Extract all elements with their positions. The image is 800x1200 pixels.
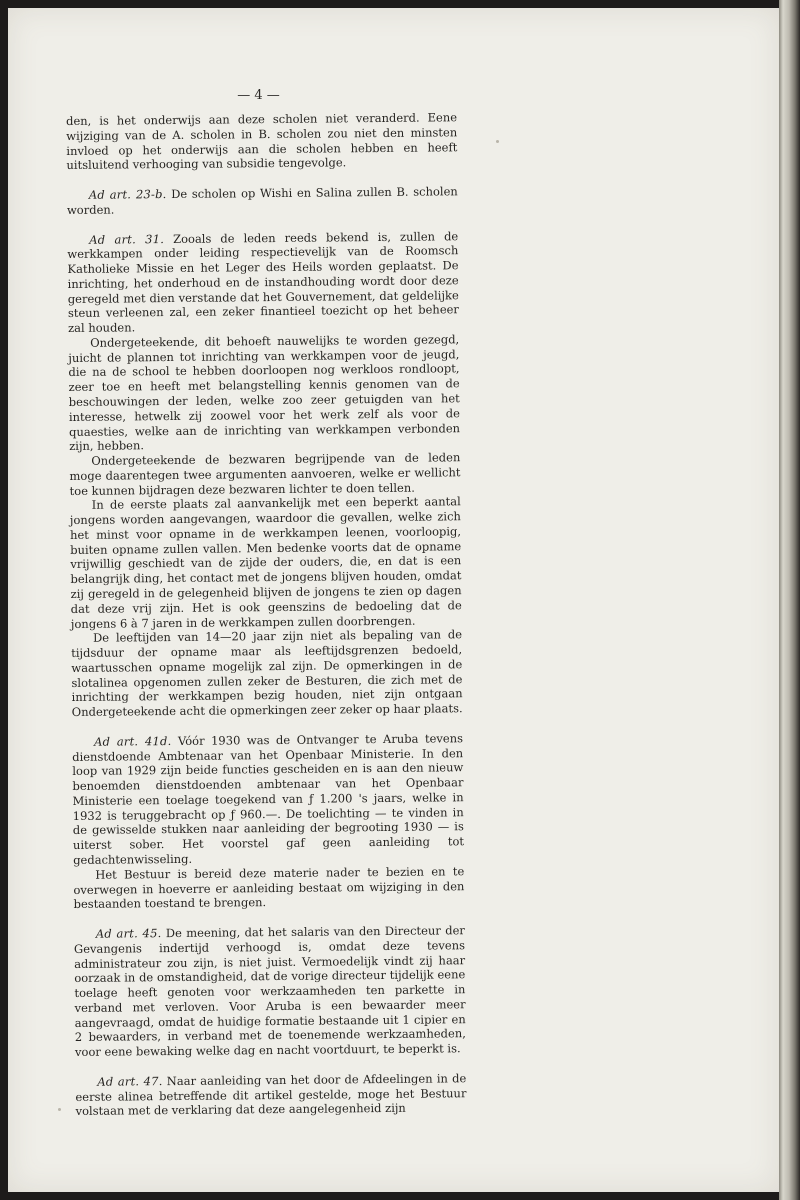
paragraph: Ondergeteekende de bezwaren begrijpende van de leden moge daarentegen twee argumenten aanvoeren, welke er wellicht toe kunnen bijdragen deze bezwaren lichter te doen tellen. — [69, 450, 461, 498]
section-paragraph: Ad art. 45. De meening, dat het salaris van den Directeur der Gevangenis indertijd verhoogd is, omdat deze tevens administrateur zou zijn, is niet juist. Vermoedelijk vindt zij haar oorzaak in de omstandigheid, dat de vorige directeur tijdelijk eene toelage heeft genoten voor werkzaamheden ten parkette in verband met verloven. Voor Aruba is een bewaarder meer aangevraagd, omdat de huidige formatie bestaande uit 1 cipier en 2 bewaarders, in verband met de toenemende werkzaamheden, voor eene bewaking welke dag en nacht voortduurt, te beperkt is. — [73, 923, 466, 1060]
paragraph: Het Bestuur is bereid deze materie nader te bezien en te overwegen in hoeverre er aanleiding bestaat om wijziging in den bestaanden toestand te brengen. — [73, 863, 465, 912]
paragraph: In de eerste plaats zal aanvankelijk met een beperkt aantal jongens worden aangevangen, waardoor die gevallen, welke zich het minst voor opname in de werkkampen leenen, voorloopig, buiten opname zullen vallen. Men bedenke voorts dat de opname vrijwillig geschiedt van de zijde der ouders, die, en dat is een belangrijk ding, het contact met de jongens blijven houden, omdat zij geregeld in de gelegenheid blijven de jongens te zien op dagen dat deze vrij zijn. Het is ook geenszins de bedoeling dat de jongens 6 à 7 jaren in de werkkampen zullen doorbrengen. — [69, 494, 462, 631]
section-paragraph: Ad art. 31. Zooals de leden reeds bekend is, zullen de werkkampen onder leiding respectievelijk van de Roomsch Katholieke Missie en het Leger des Heils worden geplaatst. De inrichting, het onderhoud en de instandhouding wordt door deze geregeld met dien verstande dat het Gouvernement, dat geldelijke steun verleenen zal, een zeker finantieel toezicht op het beheer zal houden. — [67, 228, 459, 336]
article-reference: Ad art. 41d. — [93, 733, 172, 749]
paper-speck — [496, 140, 499, 143]
section-paragraph: Ad art. 47. Naar aanleiding van het door de Afdeelingen in de eerste alinea betreffende dit artikel gestelde, moge het Bestuur volstaan met de verklaring dat deze aangelegenheid zijn — [75, 1071, 467, 1119]
section-paragraph: Ad art. 23-b. De scholen op Wishi en Salina zullen B. scholen worden. — [66, 184, 458, 217]
document-body — [66, 110, 467, 1119]
page-number: — 4 — — [237, 88, 280, 103]
paragraph: den, is het onderwijs aan deze scholen niet veranderd. Eene wijziging van de A. scholen in B. scholen zou niet den minsten invloed op het onderwijs aan die scholen hebben en heeft uitsluitend verhooging van subsidie tengevolge. — [66, 110, 458, 173]
article-reference: Ad art. 23-b. — [88, 187, 167, 202]
article-reference: Ad art. 31. — [89, 231, 165, 247]
paragraph: De leeftijden van 14—20 jaar zijn niet als bepaling van de tijdsduur der opname maar als leeftijdsgrenzen bedoeld, waartusschen opname mogelijk zal zijn. De opmerkingen in de slotalinea opgenomen zullen zeker de Besturen, die zich met de inrichting der werkkampen bezig houden, niet zijn ontgaan Ondergeteekende acht die opmerkingen zeer zeker op haar plaats. — [71, 627, 463, 720]
book-binding-edge — [779, 0, 800, 1200]
article-reference: Ad art. 47. — [97, 1074, 163, 1089]
paragraph: Ondergeteekende, dit behoeft nauwelijks te worden gezegd, juicht de plannen tot inrichting van werkkampen voor de jeugd, die na de school te hebben doorloopen nog werkloos rondloopt, zeer toe en heeft met belangstelling kennis genomen van de beschouwingen der leden, welke zoo zeer getuigden van het interesse, hetwelk zij zoowel voor het werk zelf als voor de quaesties, welke aan de inrichting van werkkampen verbonden zijn, hebben. — [68, 332, 461, 454]
article-reference: Ad art. 45. — [95, 926, 162, 941]
paper-speck — [58, 1108, 61, 1111]
section-paragraph: Ad art. 41d. Vóór 1930 was de Ontvanger te Aruba tevens dienstdoende Ambtenaar van het Openbaar Ministerie. In den loop van 1929 zijn beide functies gescheiden en is aan den nieuw benoemden dienstdoenden ambtenaar van het Openbaar Ministerie een toelage toegekend van ƒ 1.200 's jaars, welke in 1932 is teruggebracht op ƒ 960.—. De toelichting — te vinden in de gewisselde stukken naar aanleiding der begrooting 1930 — is uiterst sober. Het voorstel gaf geen aanleiding tot gedachtenwisseling. — [72, 731, 465, 867]
